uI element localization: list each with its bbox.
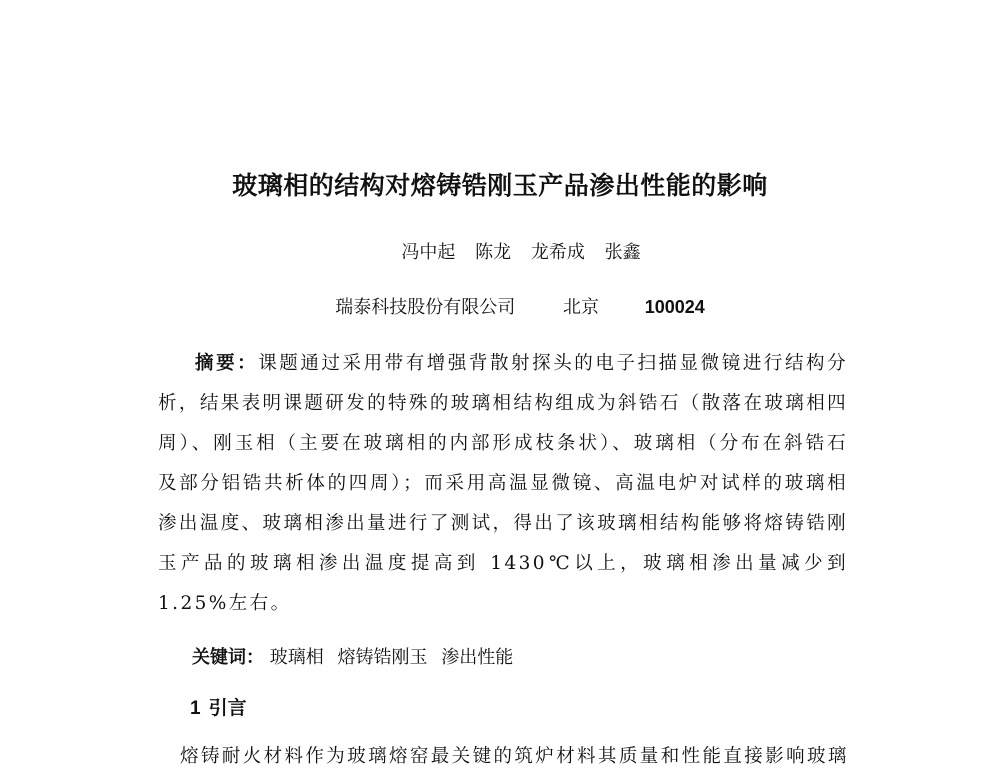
abstract-text: 课题通过采用带有增强背散射探头的电子扫描显微镜进行结构分析，结果表明课题研发的特殊的玻璃相结构组成为斜锆石（散落在玻璃相四周）、刚玉相（主要在玻璃相的内部形成枝条状）、玻璃相（分布在斜锆石及部分铝锆共析体的四周）；而采用高温显微镜、高温电炉对试样的玻璃相渗出温度、玻璃相渗出量进行了测试，得出了该玻璃相结构能够将熔铸锆刚玉产品的玻璃相渗出温度提高到 1430℃以上，玻璃相渗出量减少到 1.25%左右。 bbox=[158, 353, 849, 614]
affiliation-company: 瑞泰科技股份有限公司 bbox=[335, 297, 516, 318]
keyword: 渗出性能 bbox=[441, 647, 514, 668]
paper-title: 玻璃相的结构对熔铸锆刚玉产品渗出性能的影响 bbox=[232, 171, 768, 200]
affiliation bbox=[0, 293, 1000, 319]
body-paragraph: 熔铸耐火材料作为玻璃熔窑最关键的筑炉材料其质量和性能直接影响玻璃 bbox=[180, 746, 849, 767]
section-number: 1 bbox=[190, 698, 201, 719]
keyword: 玻璃相 bbox=[269, 647, 324, 668]
affiliation-city: 北京 bbox=[562, 297, 599, 318]
abstract-label: 摘要： bbox=[195, 353, 259, 374]
author-name: 冯中起 bbox=[401, 242, 456, 263]
author-name: 陈龙 bbox=[475, 242, 512, 263]
author-name: 张鑫 bbox=[604, 242, 641, 263]
author-name: 龙希成 bbox=[530, 242, 585, 263]
section-title: 引言 bbox=[208, 698, 247, 719]
affiliation-postcode: 100024 bbox=[644, 297, 705, 317]
author-list bbox=[0, 238, 1000, 264]
section-heading bbox=[190, 693, 247, 720]
abstract bbox=[158, 344, 848, 624]
keywords-label: 关键词： bbox=[192, 647, 264, 668]
keywords bbox=[192, 643, 521, 669]
keyword: 熔铸锆刚玉 bbox=[337, 647, 428, 668]
